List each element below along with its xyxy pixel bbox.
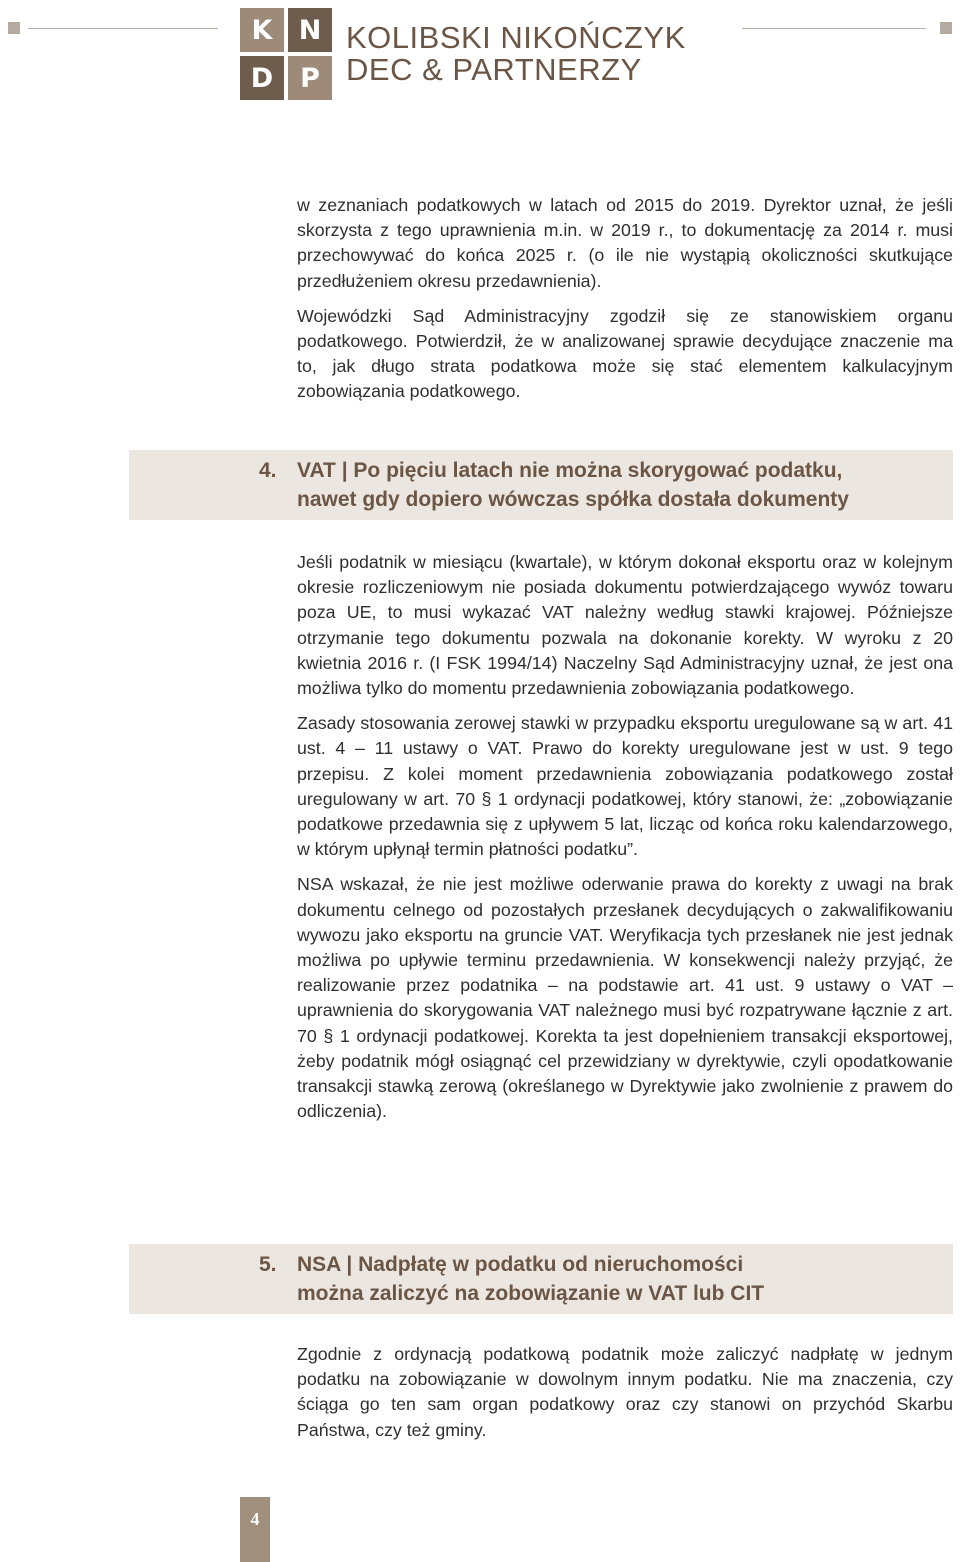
section-4-title-line1: VAT | Po pięciu latach nie można skorygować podatku,: [297, 459, 843, 482]
header-rule-left: [28, 28, 218, 29]
section-5-title-line2: można zaliczyć na zobowiązanie w VAT lub CIT: [297, 1282, 765, 1305]
header-decor-square-right: [940, 22, 952, 34]
intro-paragraph: w zeznaniach podatkowych w latach od 2015 do 2019. Dyrektor uznał, że jeśli skorzysta z tego uprawnienia m.in. w 2019 r., to dokumentację za 2014 r. musi przechowywać do końca 2025 r. (o ile nie wystąpią okoliczności skutkujące przedłużeniem okresu przedawnienia).: [297, 195, 953, 291]
section-4-heading-bar: [129, 450, 953, 520]
section-5-title: [297, 1250, 947, 1308]
section-4-paragraph: NSA wskazał, że nie jest możliwe oderwanie prawa do korekty z uwagi na brak dokumentu celnego od pozostałych przesłanek decydujących o zakwalifikowaniu wywozu jako eksportu na gruncie VAT. Weryfikacja tych przesłanek nie jest jednak możliwa po upływie terminu przedawnienia. W konsekwencji należy przyjąć, że realizowanie przez podatnika – na podstawie art. 41 ust. 9 ustawy o VAT – uprawnienia do skorygowania VAT należnego musi być rozpatrywane łącznie z art. 70 § 1 ordynacji podatkowej. Korekta ta jest dopełnieniem transakcji eksportowej, żeby podatnik mógł osiągnąć cel przewidziany w dyrektywie, czyli opodatkowanie transakcji stawką zerową (określanego w Dyrektywie jako zwolnienie z prawem do odliczenia).: [297, 874, 953, 1122]
section-4-title: [297, 456, 947, 514]
section-5-body: [297, 1342, 953, 1453]
brand-name-line2: DEC & PARTNERZY: [346, 52, 642, 87]
section-5-heading-bar: [129, 1244, 953, 1314]
page-number: 4: [240, 1497, 270, 1562]
section-4-paragraph: Jeśli podatnik w miesiącu (kwartale), w którym dokonał eksportu oraz w kolejnym okresie rozliczeniowym nie posiada dokumentu potwierdzającego wywóz towaru poza UE, to musi wykazać VAT należny według stawki krajowej. Późniejsze otrzymanie tego dokumentu pozwala na dokonanie korekty. W wyroku z 20 kwietnia 2016 r. (I FSK 1994/14) Naczelny Sąd Administracyjny uznał, że jest ona możliwa tylko do momentu przedawnienia zobowiązania podatkowego.: [297, 552, 953, 699]
logo-tile-n: N: [288, 8, 332, 52]
intro-text: [297, 193, 953, 415]
logo-tile-k: K: [240, 8, 284, 52]
section-5-paragraph: Zgodnie z ordynacją podatkową podatnik może zaliczyć nadpłatę w jednym podatku na zobowiązanie w dowolnym innym podatku. Nie ma znaczenia, czy ściąga go ten sam organ podatkowy oraz czy stanowi on przychód Skarbu Państwa, czy też gminy.: [297, 1344, 953, 1440]
section-4-body: [297, 550, 953, 1134]
logo-tile-p: P: [288, 56, 332, 100]
header-rule-right: [742, 28, 926, 29]
header-decor-square-left: [8, 22, 20, 34]
intro-paragraph: Wojewódzki Sąd Administracyjny zgodził się ze stanowiskiem organu podatkowego. Potwierdził, że w analizowanej sprawie decydujące znaczenie ma to, jak długo strata podatkowa może się stać elementem kalkulacyjnym zobowiązania podatkowego.: [297, 305, 953, 402]
section-4-paragraph: Zasady stosowania zerowej stawki w przypadku eksportu uregulowane są w art. 41 ust. 4 – 11 ustawy o VAT. Prawo do korekty uregulowane jest w ust. 9 tego przepisu. Z kolei moment przedawnienia zobowiązania podatkowego został uregulowany w art. 70 § 1 ordynacji podatkowej, który stanowi, że: „zobowiązanie podatkowe przedawnia się z upływem 5 lat, licząc od końca roku kalendarzowego, w którym upłynął termin płatności podatku”.: [297, 713, 953, 860]
section-4-number: 4.: [259, 459, 277, 482]
section-5-title-line1: NSA | Nadpłatę w podatku od nieruchomości: [297, 1253, 744, 1276]
logo-tile-d: D: [240, 56, 284, 100]
brand-name-line1: KOLIBSKI NIKOŃCZYK: [346, 20, 686, 55]
section-4-title-line2: nawet gdy dopiero wówczas spółka dostała dokumenty: [297, 488, 849, 511]
section-5-number: 5.: [259, 1253, 277, 1276]
